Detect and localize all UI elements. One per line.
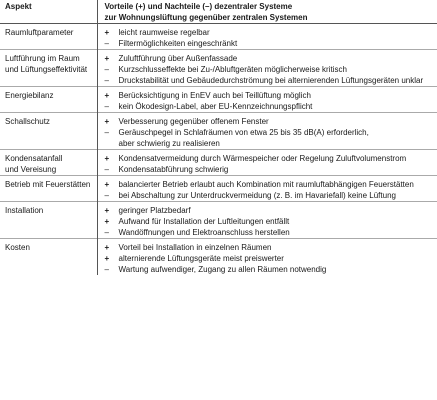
minus-sign: – bbox=[104, 76, 109, 85]
aspect-label: Installation bbox=[5, 206, 44, 215]
aspect-cell bbox=[0, 239, 97, 276]
assessment-text: Geräuschpegel in Schlafräumen von etwa 25 bis 35 dB(A) erforderlich, bbox=[118, 128, 369, 137]
aspect-cell bbox=[0, 50, 97, 87]
assessment-item bbox=[105, 164, 436, 175]
aspect-cell bbox=[0, 202, 97, 239]
plus-sign: + bbox=[104, 217, 110, 226]
assessment-cell bbox=[97, 150, 437, 176]
assessment-cell bbox=[97, 87, 437, 113]
assessment-cell bbox=[97, 24, 437, 50]
assessment-text: alternierende Lüftungsgeräte meist preiswerter bbox=[118, 254, 284, 263]
assessment-item bbox=[105, 205, 436, 216]
table-row bbox=[0, 150, 437, 176]
header-aspect: Aspekt bbox=[0, 0, 97, 24]
assessment-text: Kondensatabführung schwierig bbox=[118, 165, 229, 174]
aspect-label: und Vereisung bbox=[5, 165, 57, 174]
plus-sign: + bbox=[104, 154, 110, 163]
table-row bbox=[0, 50, 437, 87]
assessment-item bbox=[105, 138, 436, 149]
assessment-item bbox=[105, 27, 436, 38]
assessment-item bbox=[105, 53, 436, 64]
assessment-item bbox=[105, 101, 436, 112]
plus-sign: + bbox=[104, 54, 110, 63]
assessment-text: Wandöffnungen und Elektroanschluss herstellen bbox=[118, 228, 290, 237]
assessment-cell bbox=[97, 50, 437, 87]
minus-sign: – bbox=[104, 265, 109, 274]
minus-sign: – bbox=[104, 165, 109, 174]
assessment-item bbox=[105, 153, 436, 164]
assessment-item bbox=[105, 216, 436, 227]
header-title-line-1: Vorteile (+) und Nachteile (–) dezentraler Systeme bbox=[104, 2, 293, 11]
assessment-text: Verbesserung gegenüber offenem Fenster bbox=[118, 117, 269, 126]
assessment-text: Berücksichtigung in EnEV auch bei Teillüftung möglich bbox=[118, 91, 311, 100]
assessment-text: kein Ökodesign-Label, aber EU-Kennzeichnungspflicht bbox=[118, 102, 313, 111]
aspect-cell bbox=[0, 150, 97, 176]
plus-sign: + bbox=[104, 117, 110, 126]
assessment-text: Zuluftführung über Außenfassade bbox=[118, 54, 238, 63]
assessment-item bbox=[105, 190, 436, 201]
table-row bbox=[0, 176, 437, 202]
assessment-item bbox=[105, 179, 436, 190]
assessment-item bbox=[105, 242, 436, 253]
aspect-label: Betrieb mit Feuerstätten bbox=[5, 180, 91, 189]
assessment-cell bbox=[97, 176, 437, 202]
minus-sign: – bbox=[104, 191, 109, 200]
aspect-cell bbox=[0, 113, 97, 150]
minus-sign: – bbox=[104, 65, 109, 74]
assessment-text: leicht raumweise regelbar bbox=[118, 28, 210, 37]
table-row bbox=[0, 24, 437, 50]
header-advantages-disadvantages bbox=[97, 0, 437, 24]
assessment-text: Vorteil bei Installation in einzelnen Räumen bbox=[118, 243, 272, 252]
plus-sign: + bbox=[104, 180, 110, 189]
aspect-label: Schallschutz bbox=[5, 117, 50, 126]
header-row bbox=[0, 0, 437, 24]
assessment-text: balancierter Betrieb erlaubt auch Kombination mit raumluftabhängigen Feuerstätten bbox=[118, 180, 414, 189]
assessment-item bbox=[105, 64, 436, 75]
minus-sign: – bbox=[104, 128, 109, 137]
minus-sign: – bbox=[104, 228, 109, 237]
table-row bbox=[0, 239, 437, 276]
plus-sign: + bbox=[104, 28, 110, 37]
aspect-cell bbox=[0, 24, 97, 50]
assessment-item bbox=[105, 264, 436, 275]
aspect-label: Raumluftparameter bbox=[5, 28, 74, 37]
aspect-cell bbox=[0, 87, 97, 113]
assessment-text: Aufwand für Installation der Luftleitungen entfällt bbox=[118, 217, 290, 226]
plus-sign: + bbox=[104, 254, 110, 263]
minus-sign: – bbox=[104, 39, 109, 48]
aspect-label: und Lüftungseffektivität bbox=[5, 65, 88, 74]
assessment-item bbox=[105, 116, 436, 127]
assessment-cell bbox=[97, 113, 437, 150]
assessment-item bbox=[105, 38, 436, 49]
plus-sign: + bbox=[104, 91, 110, 100]
assessment-cell bbox=[97, 239, 437, 276]
table-row bbox=[0, 113, 437, 150]
assessment-item bbox=[105, 75, 436, 86]
aspect-label: Kosten bbox=[5, 243, 30, 252]
table-row bbox=[0, 87, 437, 113]
assessment-text: Kondensatvermeidung durch Wärmespeicher oder Regelung Zuluftvolumenstrom bbox=[118, 154, 407, 163]
assessment-text: Kurzschlusseffekte bei Zu-/Abluftgeräten möglicherweise kritisch bbox=[118, 65, 347, 74]
plus-sign: + bbox=[104, 206, 110, 215]
assessment-item bbox=[105, 90, 436, 101]
assessment-item bbox=[105, 253, 436, 264]
assessment-text: aber schwierig zu realisieren bbox=[118, 139, 220, 148]
sign-spacer bbox=[105, 138, 119, 149]
assessment-text: Filtermöglichkeiten eingeschränkt bbox=[118, 39, 238, 48]
header-title-line-2: zur Wohnungslüftung gegenüber zentralen Systemen bbox=[104, 13, 308, 22]
plus-sign: + bbox=[104, 243, 110, 252]
aspect-label: Kondensatanfall bbox=[5, 154, 63, 163]
table-row bbox=[0, 202, 437, 239]
assessment-text: Druckstabilität und Gebäudedurchströmung bei alternierenden Lüftungsgeräten unklar bbox=[118, 76, 424, 85]
assessment-cell bbox=[97, 202, 437, 239]
aspect-cell bbox=[0, 176, 97, 202]
aspect-label: Luftführung im Raum bbox=[5, 54, 80, 63]
aspect-label: Energiebilanz bbox=[5, 91, 54, 100]
assessment-text: bei Abschaltung zur Unterdruckvermeidung (z. B. im Havariefall) keine Lüftung bbox=[118, 191, 396, 200]
assessment-item bbox=[105, 227, 436, 238]
table-header bbox=[0, 0, 437, 24]
assessment-text: geringer Platzbedarf bbox=[118, 206, 191, 215]
minus-sign: – bbox=[104, 102, 109, 111]
assessment-text: Wartung aufwendiger, Zugang zu allen Räumen notwendig bbox=[118, 265, 327, 274]
assessment-item bbox=[105, 127, 436, 138]
table-body bbox=[0, 24, 437, 276]
